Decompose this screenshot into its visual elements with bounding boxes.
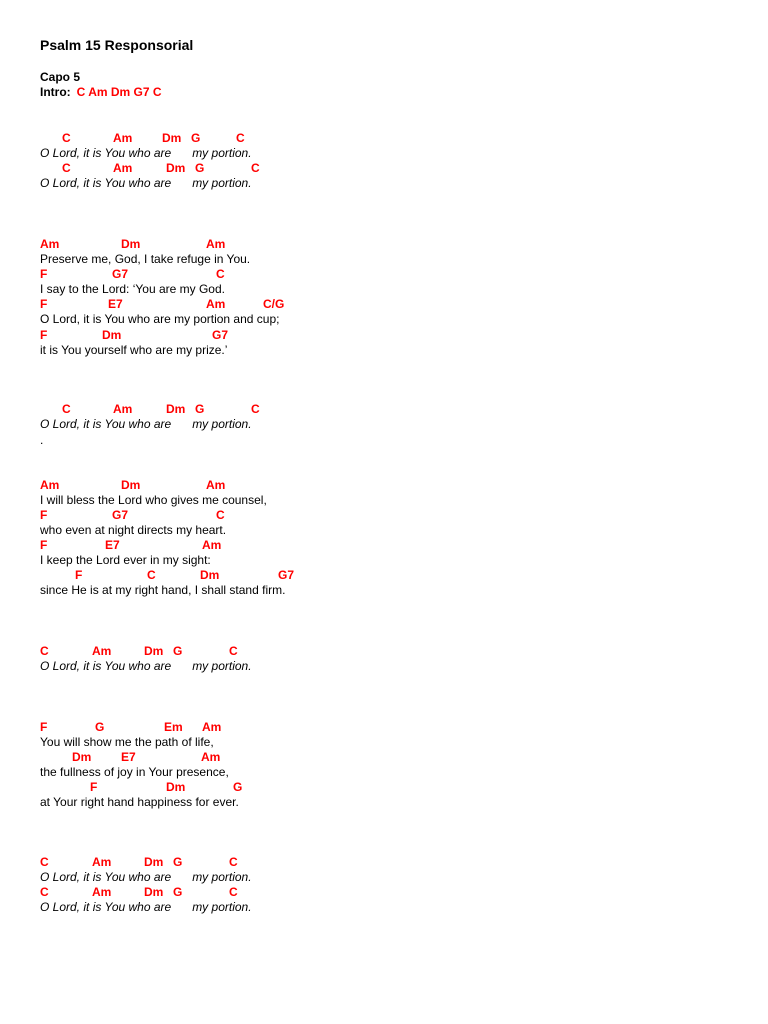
chord-line bbox=[40, 328, 720, 343]
chord: Dm bbox=[144, 885, 164, 899]
chord: E7 bbox=[121, 750, 136, 764]
chord: C bbox=[40, 885, 49, 899]
chord: F bbox=[40, 267, 48, 281]
chord: Am bbox=[206, 478, 226, 492]
chord: G bbox=[173, 885, 183, 899]
chord: F bbox=[40, 720, 48, 734]
intro-line bbox=[40, 85, 162, 99]
verse-line: I say to the Lord: ‘You are my God. bbox=[40, 282, 225, 296]
verse-line: O Lord, it is You who are my portion and cup; bbox=[40, 312, 280, 326]
chord: Am bbox=[206, 297, 226, 311]
response-line: O Lord, it is You who are my portion. bbox=[40, 900, 252, 914]
chord: F bbox=[40, 297, 48, 311]
document-page bbox=[40, 0, 740, 1024]
chord: G bbox=[173, 644, 183, 658]
chord: Am bbox=[201, 750, 221, 764]
chord: G bbox=[195, 161, 205, 175]
chord: F bbox=[90, 780, 98, 794]
chord: F bbox=[40, 508, 48, 522]
verse-line: at Your right hand happiness for ever. bbox=[40, 795, 239, 809]
chord: C bbox=[236, 131, 245, 145]
chord-line bbox=[40, 508, 720, 523]
chord: Am bbox=[113, 161, 133, 175]
chord: Dm bbox=[162, 131, 182, 145]
chord: F bbox=[40, 328, 48, 342]
chord: Dm bbox=[102, 328, 122, 342]
page-title: Psalm 15 Responsorial bbox=[40, 37, 194, 53]
chord-line bbox=[40, 297, 720, 312]
chord: Dm bbox=[144, 644, 164, 658]
chord: Dm bbox=[121, 237, 141, 251]
chord: Dm bbox=[166, 402, 186, 416]
chord-line bbox=[40, 568, 720, 583]
chord-line bbox=[40, 855, 720, 870]
chord: C bbox=[251, 402, 260, 416]
verse-line: I will bless the Lord who gives me counsel, bbox=[40, 493, 267, 507]
response-line: O Lord, it is You who are my portion. bbox=[40, 659, 252, 673]
response-line: O Lord, it is You who are my portion. bbox=[40, 417, 252, 431]
chord: E7 bbox=[108, 297, 123, 311]
verse-line: since He is at my right hand, I shall stand firm. bbox=[40, 583, 286, 597]
chord: C bbox=[62, 402, 71, 416]
chord-line bbox=[40, 267, 720, 282]
chord: Am bbox=[202, 538, 222, 552]
chord: F bbox=[75, 568, 83, 582]
chord-line bbox=[40, 750, 720, 765]
chord-line bbox=[40, 131, 720, 146]
response-line: O Lord, it is You who are my portion. bbox=[40, 176, 252, 190]
chord-line bbox=[40, 780, 720, 795]
chord: C bbox=[40, 644, 49, 658]
chord: F bbox=[40, 538, 48, 552]
chord-line bbox=[40, 885, 720, 900]
chord: C bbox=[40, 855, 49, 869]
chord: G bbox=[233, 780, 243, 794]
chord: G7 bbox=[212, 328, 229, 342]
chord: Am bbox=[92, 644, 112, 658]
chord: G7 bbox=[278, 568, 295, 582]
capo-note: Capo 5 bbox=[40, 70, 81, 84]
chord: Dm bbox=[121, 478, 141, 492]
verse-line: who even at night directs my heart. bbox=[40, 523, 227, 537]
chord: Am bbox=[92, 885, 112, 899]
chord: Dm bbox=[166, 780, 186, 794]
chord: Em bbox=[164, 720, 183, 734]
chord-line bbox=[40, 478, 720, 493]
chord: C bbox=[62, 161, 71, 175]
verse-line: it is You yourself who are my prize.’ bbox=[40, 343, 228, 357]
chord: C bbox=[229, 855, 238, 869]
response-line: O Lord, it is You who are my portion. bbox=[40, 870, 252, 884]
chord: C bbox=[229, 885, 238, 899]
verse-line: Preserve me, God, I take refuge in You. bbox=[40, 252, 251, 266]
chord-line bbox=[40, 720, 720, 735]
chord: Am bbox=[92, 855, 112, 869]
chord: G bbox=[173, 855, 183, 869]
intro-chords: C Am Dm G7 C bbox=[76, 85, 162, 99]
verse-line: the fullness of joy in Your presence, bbox=[40, 765, 229, 779]
chord: G bbox=[195, 402, 205, 416]
chord: C bbox=[147, 568, 156, 582]
chord: Am bbox=[40, 237, 60, 251]
chord: C bbox=[251, 161, 260, 175]
chord: C bbox=[216, 508, 225, 522]
chord: Dm bbox=[144, 855, 164, 869]
chord: C bbox=[62, 131, 71, 145]
stray-dot: . bbox=[40, 433, 44, 447]
chord: Dm bbox=[200, 568, 220, 582]
verse-line: You will show me the path of life, bbox=[40, 735, 214, 749]
chord-line bbox=[40, 402, 720, 417]
chord: C bbox=[229, 644, 238, 658]
intro-label: Intro: bbox=[40, 85, 71, 99]
chord: Am bbox=[206, 237, 226, 251]
chord: C bbox=[216, 267, 225, 281]
chord: G bbox=[95, 720, 105, 734]
chord-line bbox=[40, 237, 720, 252]
chord: G bbox=[191, 131, 201, 145]
verse-line: I keep the Lord ever in my sight: bbox=[40, 553, 211, 567]
chord: Dm bbox=[72, 750, 92, 764]
chord: Am bbox=[202, 720, 222, 734]
chord: Am bbox=[113, 402, 133, 416]
chord: Am bbox=[40, 478, 60, 492]
response-line: O Lord, it is You who are my portion. bbox=[40, 146, 252, 160]
chord-line bbox=[40, 538, 720, 553]
chord-line bbox=[40, 644, 720, 659]
chord: E7 bbox=[105, 538, 120, 552]
chord: Dm bbox=[166, 161, 186, 175]
chord: G7 bbox=[112, 267, 129, 281]
chord: G7 bbox=[112, 508, 129, 522]
chord: Am bbox=[113, 131, 133, 145]
chord: C/G bbox=[263, 297, 285, 311]
chord-line bbox=[40, 161, 720, 176]
